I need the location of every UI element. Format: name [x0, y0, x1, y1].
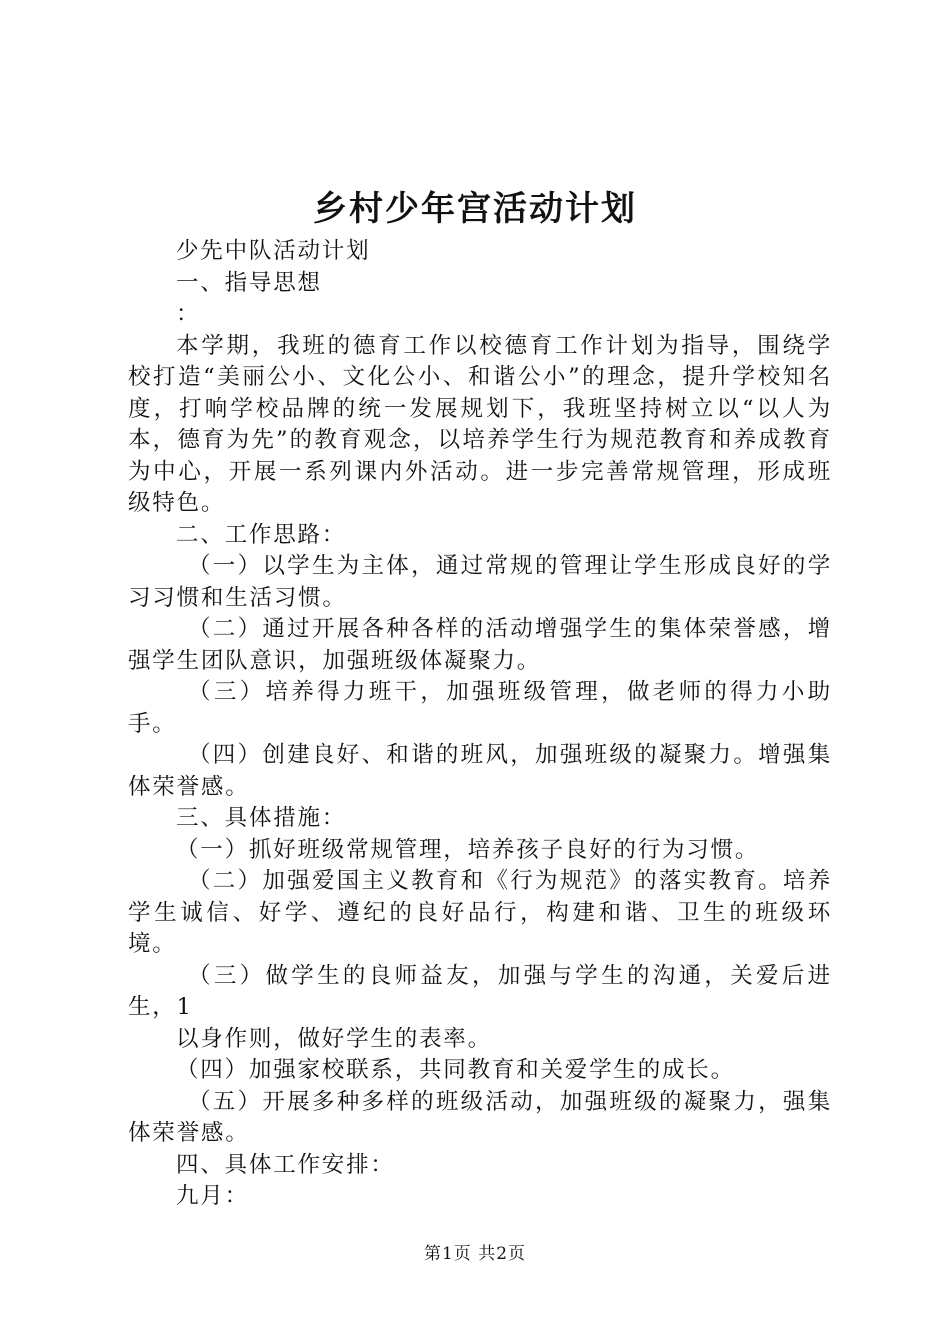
list-item: （一）抓好班级常规管理，培养孩子良好的行为习惯。	[176, 836, 760, 863]
list-item: （二）加强爱国主义教育和《行为规范》的落实教育。培养学生诚信、好学、遵纪的良好品行，构建和谐、卫生的班级环境。	[128, 868, 832, 957]
section-heading: 四、具体工作安排：	[176, 1151, 395, 1178]
paragraph: ：	[176, 301, 201, 327]
paragraph: 本学期，我班的德育工作以校德育工作计划为指导，围绕学校打造“美丽公小、文化公小、和谐公小”的理念，提升学校知名度，打响学校品牌的统一发展规划下，我班坚持树立以“以人为本，德育为先”的教育观念，以培养学生行为规范教育和养成教育为中心，开展一系列课内外活动。进一步完善常规管理，形成班级特色。	[128, 332, 832, 516]
document-body	[128, 236, 832, 1213]
section-heading: 二、工作思路：	[176, 521, 347, 548]
list-item: （一）以学生为主体，通过常规的管理让学生形成良好的学习习惯和生活习惯。	[128, 553, 832, 611]
paragraph: 少先中队活动计划	[176, 238, 371, 264]
list-item: （四）加强家校联系，共同教育和关爱学生的成长。	[176, 1057, 735, 1083]
paragraph: 九月：	[176, 1183, 249, 1209]
list-item: （二）通过开展各种各样的活动增强学生的集体荣誉感，增强学生团队意识，加强班级体凝聚力。	[128, 616, 832, 674]
list-item: （三）做学生的良师益友，加强与学生的沟通，关爱后进生，1	[128, 962, 832, 1020]
section-heading: 一、指导思想	[176, 269, 322, 296]
list-item: （三）培养得力班干，加强班级管理，做老师的得力小助手。	[128, 679, 832, 737]
document-title: 乡村少年宫活动计划	[313, 189, 637, 229]
page-footer: 第1页 共2页	[423, 1244, 527, 1264]
paragraph: 以身作则，做好学生的表率。	[176, 1025, 492, 1052]
list-item: （五）开展多种多样的班级活动，加强班级的凝聚力，强集体荣誉感。	[128, 1088, 832, 1146]
list-item: （四）创建良好、和谐的班风，加强班级的凝聚力。增强集体荣誉感。	[128, 742, 832, 800]
section-heading: 三、具体措施：	[176, 805, 347, 831]
